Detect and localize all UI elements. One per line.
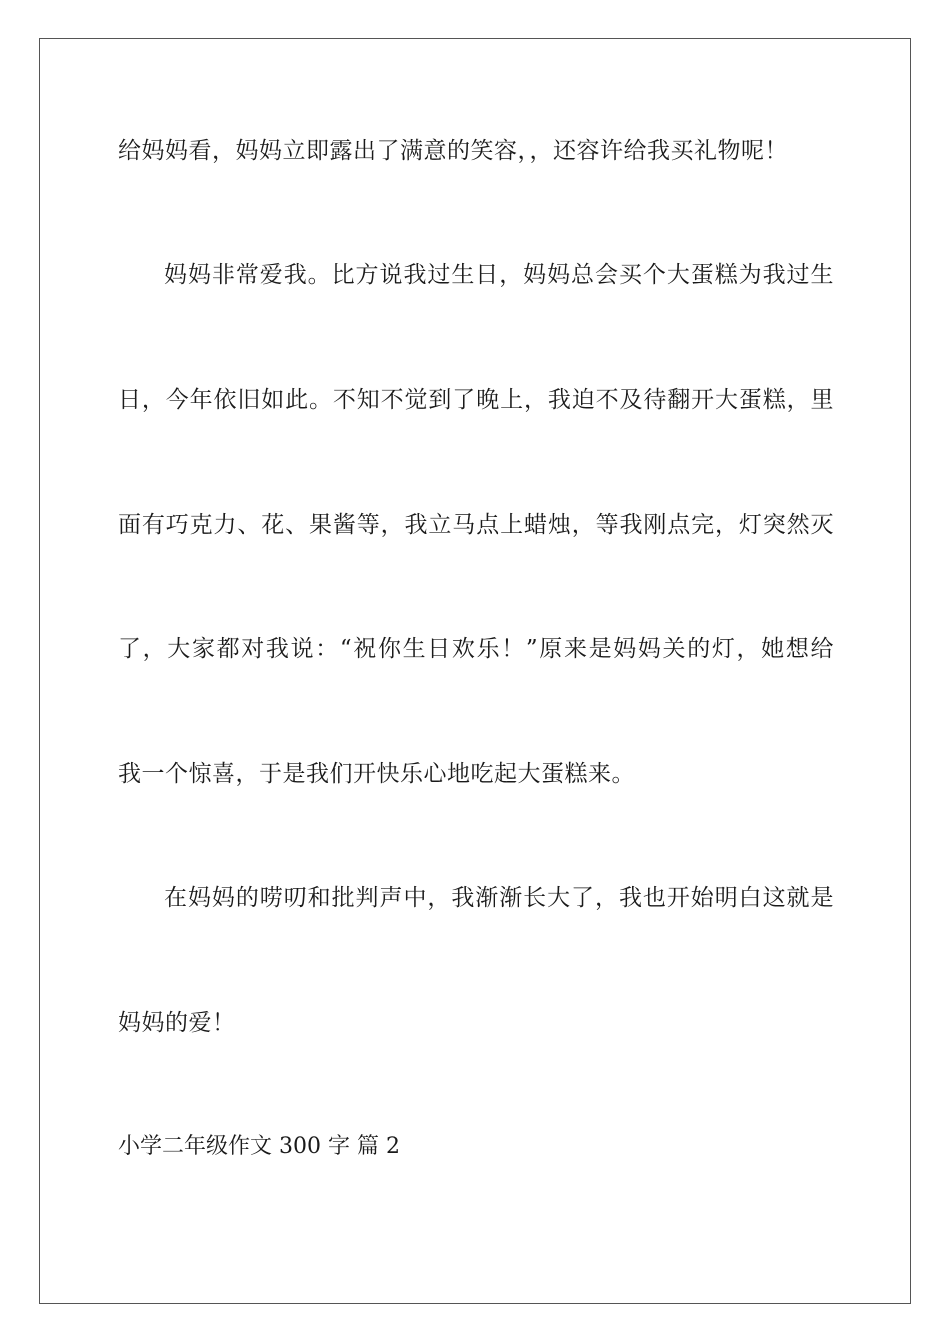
- paragraph-line-8: 妈妈的爱！: [118, 1010, 236, 1036]
- paragraph-line-3: 日，今年依旧如此。不知不觉到了晚上，我迫不及待翻开大蛋糕，里: [118, 387, 834, 413]
- page-border: [39, 38, 911, 1304]
- paragraph-line-6: 我一个惊喜，于是我们开快乐心地吃起大蛋糕来。: [118, 761, 635, 787]
- paragraph-line-5: 了，大家都对我说：“祝你生日欢乐！”原来是妈妈关的灯，她想给: [118, 636, 834, 662]
- paragraph-line-7: 在妈妈的唠叨和批判声中，我渐渐长大了，我也开始明白这就是: [164, 885, 834, 911]
- paragraph-line-2: 妈妈非常爱我。比方说我过生日，妈妈总会买个大蛋糕为我过生: [164, 262, 834, 288]
- section-heading: 小学二年级作文 300 字 篇 2: [118, 1134, 400, 1159]
- paragraph-line-1: 给妈妈看，妈妈立即露出了满意的笑容，，还容许给我买礼物呢！: [118, 138, 788, 164]
- paragraph-line-4: 面有巧克力、花、果酱等，我立马点上蜡烛，等我刚点完，灯突然灭: [118, 512, 834, 538]
